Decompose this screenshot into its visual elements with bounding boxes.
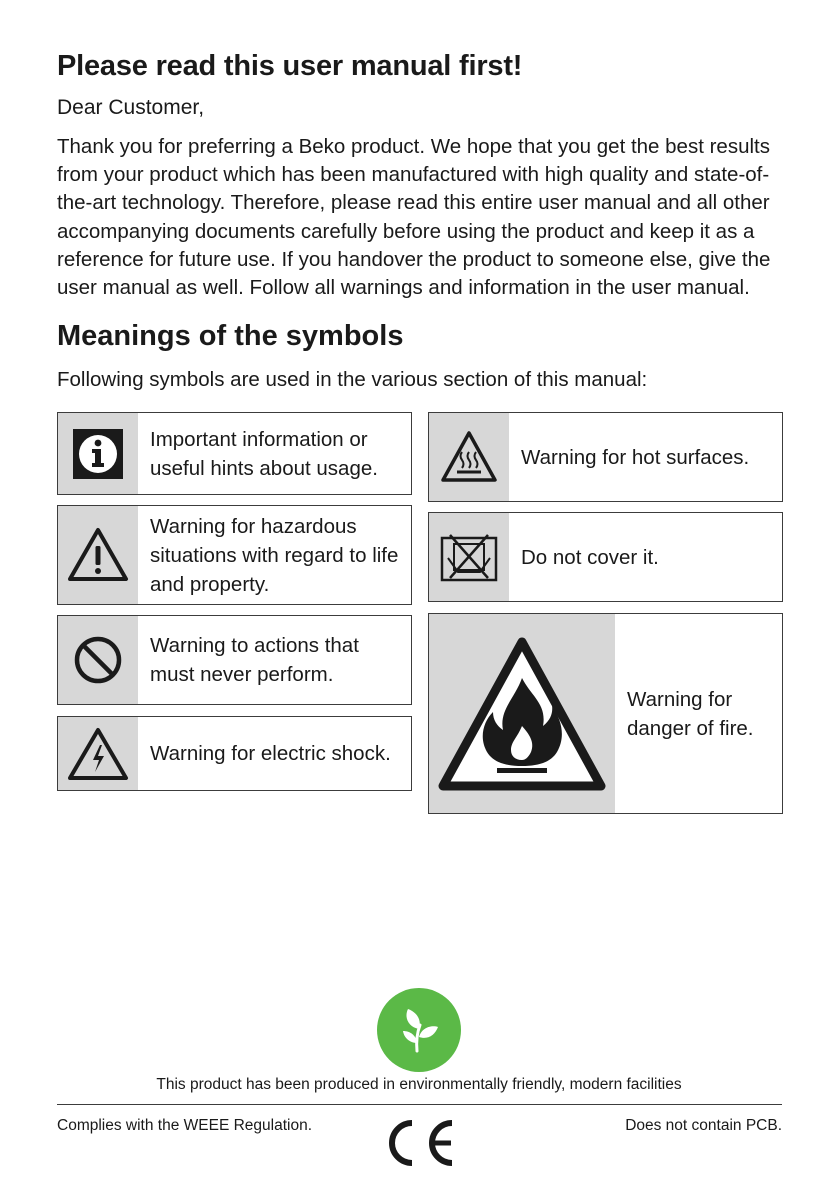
symbol-icon-cell xyxy=(58,717,138,790)
do-not-cover-icon xyxy=(440,532,498,582)
symbol-label: Warning to actions that must never perform. xyxy=(150,634,359,686)
symbol-label: Important information or useful hints about usage. xyxy=(150,427,378,480)
leaf-icon xyxy=(392,1003,446,1057)
symbol-icon-cell xyxy=(58,506,138,604)
hot-surface-icon xyxy=(440,430,498,484)
eco-badge xyxy=(377,988,461,1072)
intro-paragraph: Thank you for preferring a Beko product. We hope that you get the best results from your product which has been manufactured with high quality and state-of-the-art technology. Therefore, please read this entire user manual and all other accompanying documents carefully before using the product and keep it as a reference for future use. If you handover the product to someone else, give the user manual as well. Follow all warnings and information in the user manual. xyxy=(57,135,771,300)
symbol-label: Warning for electric shock. xyxy=(150,742,391,765)
hazard-warning-icon xyxy=(67,527,129,583)
symbol-label: Warning for hot surfaces. xyxy=(521,445,750,469)
symbol-icon-cell xyxy=(429,513,509,601)
symbols-section-title: Meanings of the symbols xyxy=(57,320,404,352)
symbol-row-prohibited xyxy=(57,615,412,705)
eco-statement: This product has been produced in environmentally friendly, modern facilities xyxy=(156,1076,682,1093)
symbol-row-do-not-cover xyxy=(428,512,783,602)
greeting: Dear Customer, xyxy=(57,96,205,119)
symbol-row-hot-surface xyxy=(428,412,783,502)
symbol-row-info xyxy=(57,412,412,495)
info-icon xyxy=(72,428,124,480)
electric-shock-icon xyxy=(67,727,129,781)
footer-divider xyxy=(57,1104,782,1105)
symbol-row-fire xyxy=(428,613,783,814)
symbol-label: Do not cover it. xyxy=(521,545,659,569)
symbol-row-electric xyxy=(57,716,412,791)
symbol-icon-cell xyxy=(429,614,615,813)
pcb-statement: Does not contain PCB. xyxy=(625,1117,782,1134)
prohibited-icon xyxy=(72,634,124,686)
symbol-icon-cell xyxy=(58,616,138,704)
symbol-row-hazard xyxy=(57,505,412,605)
symbols-lead: Following symbols are used in the various section of this manual: xyxy=(57,368,648,391)
page-title: Please read this user manual first! xyxy=(57,50,523,82)
ce-mark-icon xyxy=(382,1118,456,1168)
fire-danger-icon xyxy=(435,634,609,794)
symbol-label: Warning for hazardous situations with regard to life and property. xyxy=(150,514,399,596)
symbol-icon-cell xyxy=(429,413,509,501)
weee-compliance: Complies with the WEEE Regulation. xyxy=(57,1117,313,1134)
symbol-label: Warning for danger of fire. xyxy=(627,687,754,740)
symbol-icon-cell xyxy=(58,413,138,494)
